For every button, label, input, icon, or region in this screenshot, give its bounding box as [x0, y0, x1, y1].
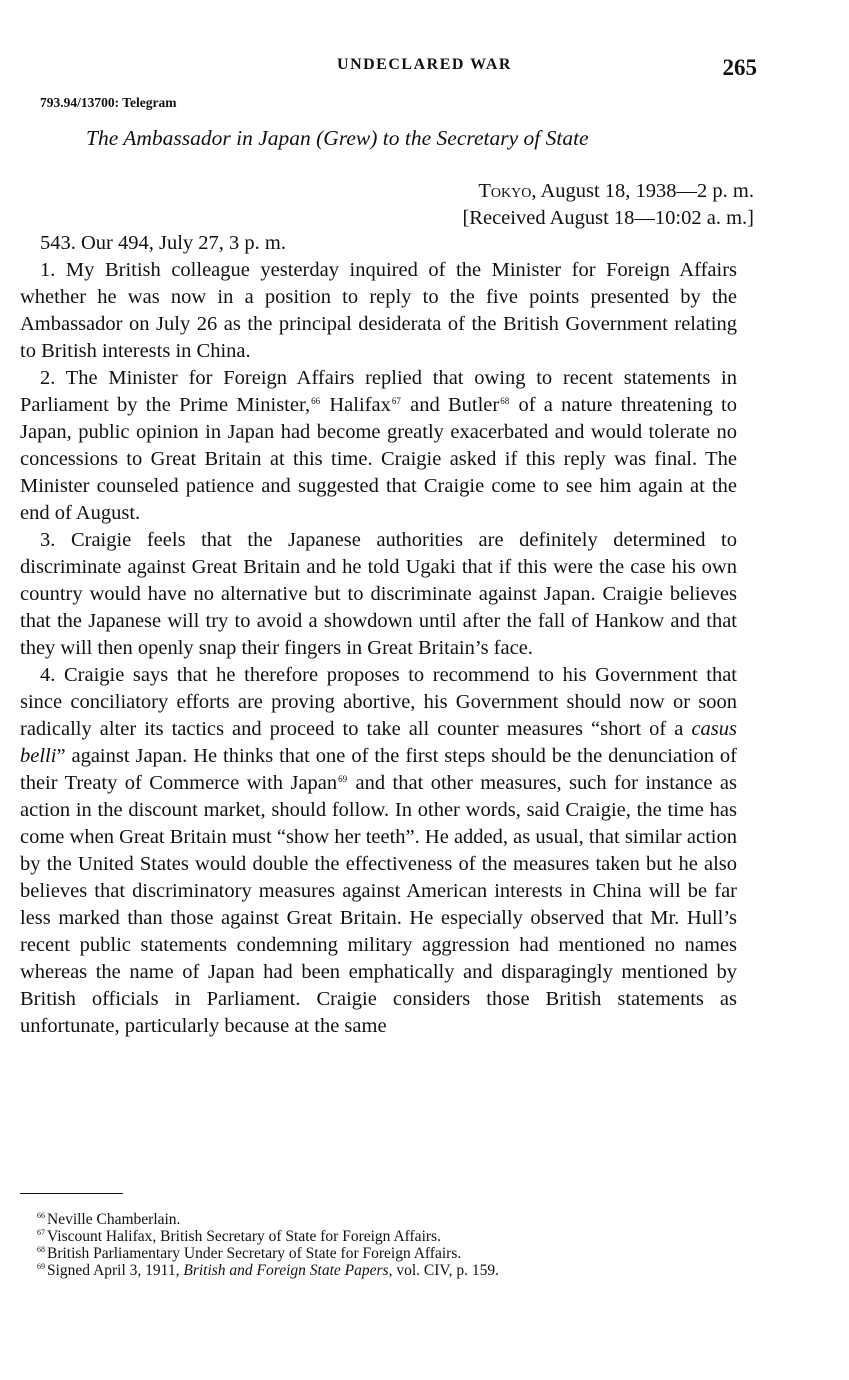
telegram-reference: 543. Our 494, July 27, 3 p. m.	[40, 232, 286, 254]
paragraph-2-text: Halifax	[321, 394, 391, 416]
paragraph-4-text: ” against Japan. He thinks that one of the first steps should be the denunciation of their Treaty of Commerce with Japan	[20, 745, 737, 794]
footnote-68	[36, 1245, 676, 1262]
footnote-ref-68: 68	[500, 395, 510, 406]
paragraph-2-text: and Butler	[401, 394, 500, 416]
footnote-text: , vol. CIV, p. 159.	[388, 1262, 499, 1279]
paragraph-2-text: 2. The Minister for Foreign Affairs replied that owing to recent statements in Parliament by the Prime Minister,	[20, 367, 737, 416]
footnote-ref-66: 66	[311, 395, 321, 406]
dateline-date: , August 18, 1938—2 p. m.	[531, 180, 754, 202]
page-number: 265	[722, 55, 757, 80]
footnote-ref-67: 67	[391, 395, 401, 406]
telegram-body	[20, 230, 737, 1040]
document-title: The Ambassador in Japan (Grew) to the Secretary of State	[86, 126, 589, 150]
footnotes	[36, 1211, 676, 1279]
footnote-text: Neville Chamberlain.	[47, 1211, 181, 1228]
paragraph-3: 3. Craigie feels that the Japanese authorities are definitely determined to discriminate against Great Britain and he told Ugaki that if this were the case his own country would have no alternative but to discriminate against Japan. Craigie believes that the Japanese will try to avoid a showdown until after the fall of Hankow and that they will then openly snap their fingers in Great Britain’s face.	[20, 529, 737, 659]
footnote-source-title: British and Foreign State Papers	[183, 1262, 389, 1279]
footnote-ref-69: 69	[338, 773, 348, 784]
dateline	[462, 178, 754, 232]
running-title: UNDECLARED WAR	[337, 56, 512, 73]
footnote-text: Viscount Halifax, British Secretary of State for Foreign Affairs.	[47, 1228, 441, 1245]
dateline-sent	[462, 178, 754, 205]
footnote-mark: 68	[37, 1244, 45, 1254]
file-number: 793.94/13700: Telegram	[40, 95, 177, 110]
paragraph-4-text: 4. Craigie says that he therefore proposes to recommend to his Government that since conciliatory efforts are proving abortive, his Government should now or soon radically alter its tactics and proceed to take all counter measures “short of a	[20, 664, 737, 740]
dateline-received: [Received August 18—10:02 a. m.]	[462, 207, 754, 229]
footnote-mark: 69	[37, 1261, 45, 1271]
paragraph-4-text: and that other measures, such for instance as action in the discount market, should follow. In other words, said Craigie, the time has come when Great Britain must “show her teeth”. He added, as usual, that similar action by the United States would double the effectiveness of the measures taken but he also believes that discriminatory measures against American interests in China will be far less marked than those against Great Britain. He especially observed that Mr. Hull’s recent public statements condemning military aggression had mentioned no names whereas the name of Japan had been emphatically and disparagingly mentioned by British officials in Parliament. Craigie considers those British statements as unfortunate, particularly because at the same	[20, 772, 737, 1037]
footnote-66	[36, 1211, 676, 1228]
footnote-text: British Parliamentary Under Secretary of State for Foreign Affairs.	[47, 1245, 462, 1262]
footnote-mark: 67	[37, 1227, 45, 1237]
paragraph-4	[20, 662, 737, 1040]
footnote-mark: 66	[37, 1210, 45, 1220]
footnote-text: Signed April 3, 1911,	[47, 1262, 184, 1279]
footnote-69	[36, 1262, 676, 1279]
footnote-divider	[20, 1193, 123, 1194]
dateline-place: Tokyo	[478, 180, 532, 202]
paragraph-2-text: of a nature threatening to Japan, public opinion in Japan had become greatly exacerbated and would tolerate no concessions to Great Britain at this time. Craigie asked if this reply was final. The Minister counseled patience and suggested that Craigie come to see him again at the end of August.	[20, 394, 737, 524]
paragraph-2	[20, 365, 737, 527]
footnote-67	[36, 1228, 676, 1245]
paragraph-1: 1. My British colleague yesterday inquired of the Minister for Foreign Affairs whether he was now in a position to reply to the five points presented by the Ambassador on July 26 as the principal desiderata of the British Government relating to British interests in China.	[20, 259, 737, 362]
casus-belli-phrase: casus belli	[20, 718, 737, 767]
